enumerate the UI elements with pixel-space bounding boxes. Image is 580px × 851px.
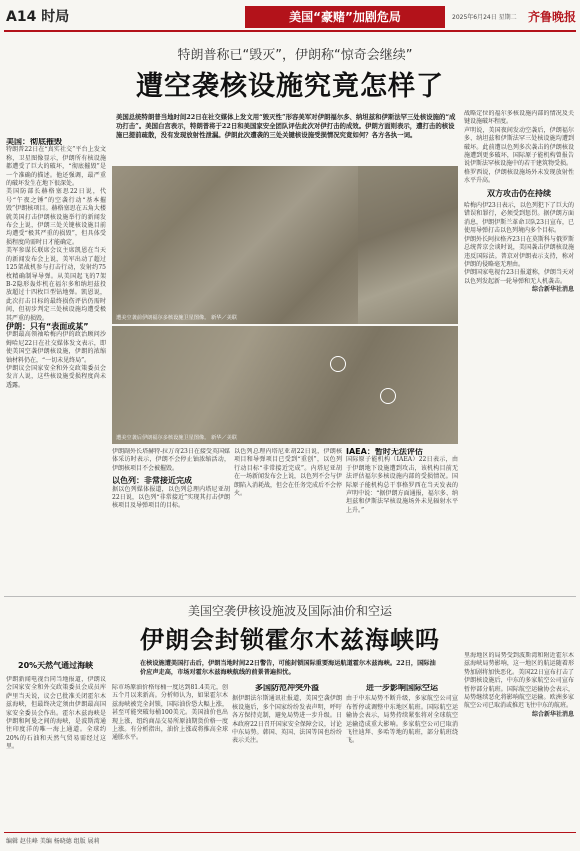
paragraph: 特朗普22日在“真实社交”平台上发文称，卫星图像显示，伊朗所有核设施都遭受了巨大的破坏，“彻底摧毁”是一个准确的描述。他还强调，最严重的破坏发生在地下很深处。 — [6, 146, 106, 188]
subhead-iran: 伊朗：只有“表面或某” — [6, 321, 89, 331]
satellite-photo-after — [112, 326, 458, 444]
subhead-airtransport: 进一步影响国际空运 — [366, 684, 438, 692]
story1-kicker: 特朗普称已“毁灭”，伊朗称“惊奇会继续” — [177, 48, 413, 63]
header-rule — [4, 30, 576, 32]
issue-date: 2025年6月24日 星期二 — [452, 14, 517, 21]
story2-column-5 — [464, 652, 574, 826]
section-banner: 美国“豪赌”加剧危局 — [245, 6, 445, 28]
story2-kicker: 美国空袭伊核设施波及国际油价和空运 — [187, 604, 392, 618]
subhead-iaea: IAEA：暂时无法评估 — [346, 448, 423, 456]
story1-mid-column-1 — [112, 448, 230, 560]
story2-lead: 在核设施遭美国打击后，伊朗当地时间22日警告，可能封锁国际重要海运航道霍尔木兹海峡。22日，国际油价应声走高，市场对霍尔木兹海峡航线的前景普遍担忧。 — [140, 660, 436, 676]
story2-column-2: 际市场原油价格每桶一度达到81.4美元，创五个月以来新高。分析师认为，如果霍尔木兹海峡被完全封锁，国际油价恐大幅上涨，甚至可能突破每桶100美元。美国油价也出现上涨，纽约商品交易所原油期货价格一度上涨。有分析指出，油价上涨或将推高全球通胀水平。 — [112, 684, 228, 742]
paragraph: 伊朗国家电视台23日报道称，伊朗当天对以色列发起新一轮导弹和无人机袭击。 — [464, 269, 574, 285]
paragraph: 格罗西说，伊朗核设施场外未发现放射性水平升高。 — [464, 168, 574, 185]
paragraph: 国际原子能机构（IAEA）22日表示，由于伊朗地下设施遭到攻击，该机构目前无法评估福尔多核设施内部的受损情况。国际原子能机构总干事格罗西在当天发表的声明中说：“据伊朗方面通报，福尔多、纳坦兹和伊斯法罕核设施场外未见辐射水平上升。” — [346, 456, 458, 514]
satellite-photo-side — [358, 166, 458, 324]
paragraph: 声明说，美国夜间发动空袭后，伊朗福尔多、纳坦兹和伊斯法罕三处核设施均遭到破坏。此前遭以色列多次袭击的伊朗核设施遭到更多破坏，国际原子能机构曾报告说伊斯法罕核设施中的若干建筑物受损。 — [464, 126, 574, 168]
paragraph: 伊朗副外长塔赫特-拉万奇23日在接受英国媒体采访时表示，伊朗不会停止铀浓缩活动，伊朗核项目不会被摧毁。 — [112, 448, 230, 472]
story1-mid-column-3 — [346, 448, 458, 560]
paragraph: 哈梅内伊23日表示，以色列犯下了巨大的错误和罪行，必须受到惩罚。据伊朗方面消息，伊朗伊斯兰革命卫队23日宣布，已使用导弹打击以色列境内多个目标。 — [464, 202, 574, 235]
story1-headline: 遭空袭核设施究竟怎样了 — [136, 71, 444, 102]
story1-mid-column-2 — [234, 448, 342, 560]
paragraph: 伊朗外长阿拉格齐23日在莫斯科与俄罗斯总统普京会谈时说，美国袭击伊朗核设施违反国际法。普京对伊朗表示支持，称对伊朗的侵略毫无理由。 — [464, 235, 574, 268]
paragraph: 以色列总理内塔尼亚胡22日说，伊朗核项目和导弹项目已受到“重创”，以色列行动目标“非常接近完成”。内塔尼亚胡在一场新闻发布会上说，以色列不会与伊朗陷入消耗战，但会在任务完成后不会停火。 — [234, 448, 342, 498]
subhead-attacks: 双方攻击仍在持续 — [487, 188, 551, 198]
paragraph: 由于中东局势不断升级，多家航空公司宣布暂停或调整中东地区航班。国际航空运输协会表示，局势持续紧张将对全球航空运输造成重大影响。多家航空公司已取消飞往迪拜、多哈等地的航班，部分航班绕飞。 — [346, 695, 458, 745]
story1-lead: 美国总统特朗普当地时间22日在社交媒体上发文用“毁灭性”形容美军对伊朗福尔多、纳坦兹和伊斯法罕三处核设施的“成功打击”。美国白宫表示，特朗普将于22日和美国家安全团队评估此次对伊打击的成效。伊朗方面则表示，遭打击的核设施已提前疏散，没有发现放射性泄漏。伊朗此次遭袭的三处关键核设施受损情况究竟如何？各方各执一词。 — [116, 113, 456, 139]
source-credit: 综合新华社消息 — [531, 286, 574, 294]
paragraph: 伊朗议会国家安全和外交政策委员会发言人说，这些核设施受损程度尚未透露。 — [6, 364, 106, 388]
subhead-israel: 以色列：非常接近完成 — [112, 476, 192, 486]
footer-rule — [4, 832, 576, 833]
subhead-spillover: 多国防范冲突外溢 — [255, 684, 319, 692]
satellite-photo-before — [112, 166, 358, 324]
damage-marker-icon — [330, 356, 346, 372]
photo-caption: 遭美空袭后伊朗福尔多核设施卫星图像。 新华／美联 — [116, 435, 237, 441]
story1-left-column — [6, 138, 106, 388]
paragraph: 美国防部长赫格塞思22日说，代号“午夜之锤”的空袭行动“基本摧毁”伊朗核项目。赫格塞思在五角大楼就美国打击伊朗核设施举行的新闻发布会上说，伊朗三处关键核设施目前均遭受“极其严重的损毁”，但具体受损程度尚需时日才能确定。 — [6, 188, 106, 246]
story2-headline: 伊朗会封锁霍尔木兹海峡吗 — [140, 626, 440, 654]
section-divider — [4, 596, 576, 597]
paragraph: 据以色列媒体报道，以色列总理内塔尼亚胡22日说，以色列“非常接近”实现其打击伊朗核项目及导弹项目的目标。 — [112, 485, 230, 510]
paragraph: 美军参谋长联席会议主席凯恩在当天的新闻发布会上说，美军出动了超过125架战机参与打击行动，发射约75枚精确制导导弹。从美国起飞的7架B-2隐形轰炸机在福尔多和纳坦兹投放超过十四枚巨型钻地弹。凯恩说，此次打击目标的最终损伤评估仍需时间，但初步判定三处核设施均遭受极其严重的损毁。 — [6, 247, 106, 322]
paragraph: 里海地区的局势受到波斯湾和附近霍尔木兹海峡局势影响，这一地区的航运随着形势加剧将加快恶化。美国22日宣布打击了伊朗核设施后，中东的多家航空公司宣布暂停部分航班。国际航空运输协会表示，局势继续恶化将影响航空运输。欧洲多家航空公司已取消或推迟飞往中东的航班。 — [464, 652, 574, 710]
story2-column-3 — [232, 684, 342, 826]
paragraph: 据伊朗法尔斯通讯社报道，美国空袭伊朗核设施后，多个国家纷纷发表声明，呼吁各方保持克制，避免局势进一步升级。日本政府22日召开国家安全保障会议，讨论中东局势。韩国、英国、法国等国也纷纷表示关注。 — [232, 695, 342, 745]
paragraph: 伊朗最高领袖哈梅内伊的政治顾问沙姆哈尼22日在社交媒体发文表示，即使美国空袭伊朗核设施，伊朗的浓缩铀材料仍在，“一切未见终局”。 — [6, 331, 106, 364]
source-credit: 综合新华社消息 — [531, 710, 574, 718]
subhead-usa: 美国：彻底摧毁 — [6, 138, 62, 146]
story2-column-4 — [346, 684, 458, 826]
page-number: A14 时局 — [6, 9, 70, 25]
story1-right-column — [464, 110, 574, 495]
story2-column-1: 伊朗新闻电视台同当地报道，伊朗议会国家安全和外交政策委员会成员库萨里当天说，议会已批准关闭霍尔木兹海峡，但最终决定须由伊朗最高国家安全委员会作出。霍尔木兹海峡是伊朗和阿曼之间的海峡，是波斯湾通往印度洋的唯一海上通道。全球约20%的石油和天然气贸易需经过这里。 — [6, 676, 106, 751]
subhead-gas: 20%天然气通过海峡 — [18, 661, 94, 670]
editor-credits: 编辑 赵佳峰 美编 杨晓德 组版 展莉 — [6, 838, 100, 845]
photo-caption: 遭美空袭前伊朗福尔多核设施卫星图像。 新华／美联 — [116, 315, 237, 321]
newspaper-logo: 齐鲁晚报 — [528, 10, 577, 24]
damage-marker-icon — [380, 388, 396, 404]
paragraph: 战略定位的福尔多核设施内部的情况及关键设施破坏程度。 — [464, 110, 574, 126]
